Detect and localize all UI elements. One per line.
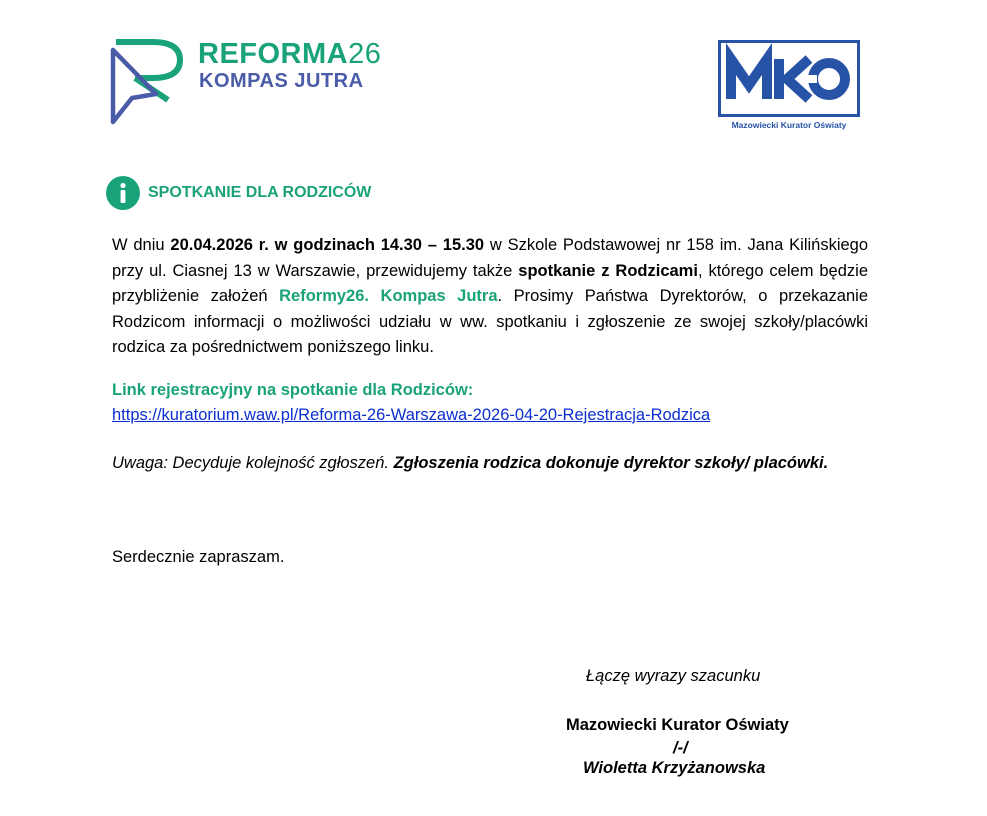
mko-logo-frame [718,40,860,117]
speech-arrow-logo-icon [108,36,190,126]
registration-link[interactable]: https://kuratorium.waw.pl/Reforma-26-Warszawa-2026-04-20-Rejestracja-Rodzica [112,406,711,424]
meeting-emphasis: spotkanie z Rodzicami [518,261,698,280]
note-emphasis: Zgłoszenia rodzica dokonuje dyrektor szkoły/ placówki. [393,454,829,472]
brand-tagline: KOMPAS JUTRA [199,70,364,92]
note-prefix: Uwaga: Decyduje kolejność zgłoszeń. [112,454,394,472]
note-paragraph [112,451,868,477]
signer-name: Wioletta Krzyżanowska [583,759,766,777]
invitation: Serdecznie zapraszam. [112,548,285,566]
info-icon [106,176,140,210]
registration-label: Link rejestracyjny na spotkanie dla Rodziców: [112,381,474,399]
reform-name: Reformy26. Kompas Jutra [279,287,498,305]
mko-logo [718,40,860,132]
para-text: w Szkole Podstawowej nr 158 im. Jana Kilińskiego przy ul. Ciasnej 13 w Warszawie, przewidujemy także [112,236,869,280]
regards: Łączę wyrazy szacunku [586,667,761,685]
para-text: W dniu [112,236,171,254]
para-text: . Prosimy Państwa Dyrektorów, o przekazanie Rodzicom informacji o możliwości udziału w ww. spotkaniu i zgłoszenie ze swojej szkoły/placówki rodzica za pośrednictwem poniższego linku. [112,287,868,356]
reforma26-logo [108,36,408,126]
signer-title: Mazowiecki Kurator Oświaty [566,716,789,734]
meeting-date: 20.04.2026 r. w godzinach 14.30 – 15.30 [170,236,485,254]
registration-block [112,378,710,428]
section-heading [106,176,371,210]
para-text: , którego celem będzie przybliżenie założeń [112,261,868,305]
brand-title: REFORMA26 [198,38,382,70]
main-paragraph [112,233,868,361]
mko-caption: Mazowiecki Kurator Oświaty [731,120,847,130]
signature-mark: /-/ [673,739,688,757]
heading-title: SPOTKANIE DLA RODZICÓW [148,184,372,201]
mko-letters-icon [721,43,857,114]
